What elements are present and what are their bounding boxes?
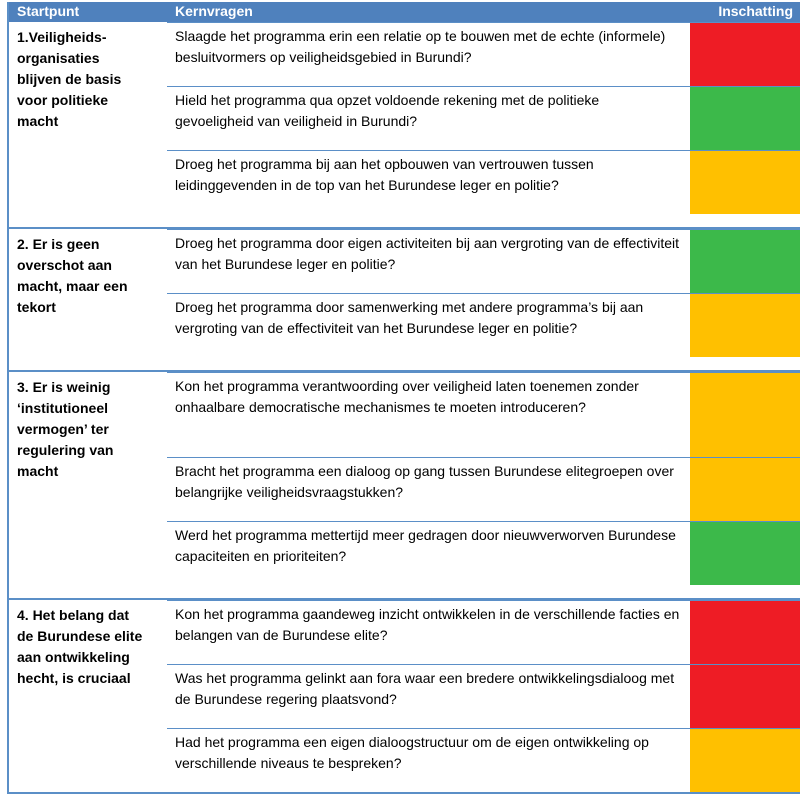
table-group — [9, 22, 800, 214]
startpunt-cell: 4. Het belang dat de Burundese elite aan ontwikkeling hecht, is cruciaal — [17, 607, 143, 686]
kernvraag-text: Bracht het programma een dialoog op gang tussen Burundese elitegroepen over belangrijke veiligheidsvraagstukken? — [175, 463, 674, 500]
table-row — [167, 293, 800, 357]
table-group — [9, 598, 800, 792]
rating-red-cell — [690, 601, 800, 664]
kernvraag-text: Droeg het programma bij aan het opbouwen van vertrouwen tussen leidinggevenden in de top van het Burundese leger en politie? — [175, 156, 594, 193]
header-kernvragen: Kernvragen — [175, 3, 253, 19]
rating-orange-cell — [690, 458, 800, 521]
kernvraag-text: Had het programma een eigen dialoogstructuur om de eigen ontwikkeling op verschillende niveaus te bespreken? — [175, 734, 649, 771]
table-row — [167, 457, 800, 521]
table-header — [9, 2, 800, 22]
table-row — [167, 229, 800, 293]
kernvraag-text: Droeg het programma door samenwerking met andere programma’s bij aan vergroting van de effectiviteit van het Burundese leger en politie? — [175, 299, 644, 336]
kernvraag-text: Slaagde het programma erin een relatie op te bouwen met de echte (informele) besluitvormers op veiligheidsgebied in Burundi? — [175, 28, 666, 65]
table-row — [167, 600, 800, 664]
rating-orange-cell — [690, 729, 800, 792]
group-spacer — [9, 585, 800, 598]
startpunt-cell: 2. Er is geen overschot aan macht, maar een tekort — [17, 236, 128, 315]
table-row — [167, 22, 800, 86]
table-row — [167, 728, 800, 792]
kernvraag-text: Kon het programma gaandeweg inzicht ontwikkelen in de verschillende facties en belangen van de Burundese elite? — [175, 606, 680, 643]
rating-red-cell — [690, 23, 800, 86]
table-body — [9, 22, 800, 792]
rating-red-cell — [690, 665, 800, 728]
rating-orange-cell — [690, 151, 800, 214]
rating-orange-cell — [690, 373, 800, 457]
table-group — [9, 370, 800, 585]
rating-green-cell — [690, 522, 800, 585]
table-row — [167, 521, 800, 585]
rating-orange-cell — [690, 294, 800, 357]
table-row — [167, 86, 800, 150]
table-row — [167, 664, 800, 728]
table-row — [167, 372, 800, 457]
group-spacer — [9, 357, 800, 370]
rating-green-cell — [690, 230, 800, 293]
startpunt-cell: 3. Er is weinig ‘institutioneel vermogen’ ter regulering van macht — [17, 379, 114, 479]
header-startpunt: Startpunt — [17, 3, 80, 19]
kernvraag-text: Kon het programma verantwoording over veiligheid laten toenemen zonder onhaalbare democratische mechanismes te moeten introduceren? — [175, 378, 639, 415]
table-row — [167, 150, 800, 214]
header-inschatting: Inschatting — [718, 3, 793, 19]
kernvraag-text: Hield het programma qua opzet voldoende rekening met de politieke gevoeligheid van veiligheid in Burundi? — [175, 92, 600, 129]
kernvraag-text: Droeg het programma door eigen activiteiten bij aan vergroting van de effectiviteit van het Burundese leger en politie? — [175, 235, 680, 272]
group-spacer — [9, 214, 800, 227]
table-group — [9, 227, 800, 357]
startpunt-cell: 1.Veiligheids- organisaties blijven de basis voor politieke macht — [17, 29, 122, 129]
assessment-table — [7, 2, 800, 794]
rating-green-cell — [690, 87, 800, 150]
kernvraag-text: Werd het programma mettertijd meer gedragen door nieuwverworven Burundese capaciteiten en prioriteiten? — [175, 527, 676, 564]
kernvraag-text: Was het programma gelinkt aan fora waar een bredere ontwikkelingsdialoog met de Burundese regering plaatsvond? — [175, 670, 675, 707]
